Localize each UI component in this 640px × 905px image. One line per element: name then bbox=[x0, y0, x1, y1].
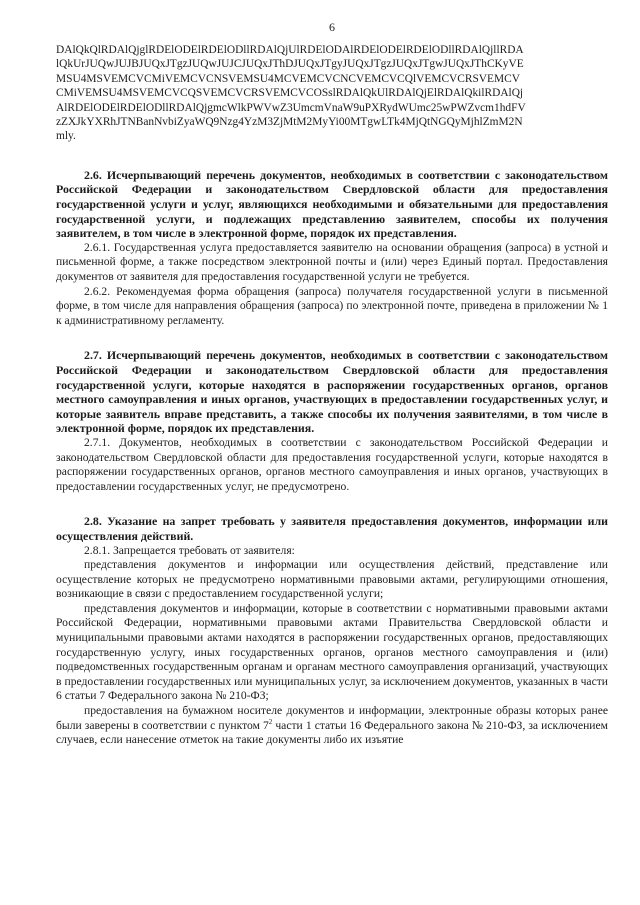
prohibition-item-2: представления документов и информации, которые в соответствии с нормативными правовыми актами Российской Федерации, нормативными правовыми актами Правительства Свердловской области и муниципальными правовыми актами находятся в распоряжении государственных органов, предоставляющих государственную услугу, иных государственных органов, органов местного самоуправления и (или) подведомственных государственным органам и органам местного самоуправления организаций, участвующих в предоставлении государственных или муниципальных услуг, за исключением документов, указанных в части 6 статьи 7 Федерального закона № 210-ФЗ; bbox=[56, 601, 608, 703]
superscript-number: 2 bbox=[268, 717, 273, 726]
prohibition-item-1: представления документов и информации или осуществления действий, представление или осуществление которых не предусмотрено нормативными правовыми актами, регулирующими отношения, возникающие в связи с предоставлением государственной услуги; bbox=[56, 558, 608, 601]
encoded-line: lQkUrJUQwJUJBJUQxJTgzJUQwJUJCJUQxJThDJUQxJTgyJUQxJTgzJUQxJTgwJUQxJThCKyVE bbox=[56, 58, 524, 71]
section-2-8-1-paragraph: 2.8.1. Запрещается требовать от заявителя: bbox=[84, 543, 295, 557]
section-2-7-heading: 2.7. Исчерпывающий перечень документов, необходимых в соответствии с законодательством Российской Федерации и законодательством Свердловской области для предоставления государственной услуги, которые находятся в распоряжении государственных органов, органов местного самоуправления и иных органов, участвующих в предоставлении государственных услуг, и которые заявитель вправе представить, а также способы их получения заявителями, в том числе в электронной форме, порядок их представления. bbox=[56, 348, 608, 436]
section-2-6-1-paragraph: 2.6.1. Государственная услуга предоставляется заявителю на основании обращения (запроса) в устной и письменной форме, а также посредством электронной почты и (или) через Единый портал. Предоставления документов от заявителя для предоставления государственной услуги не требуется. bbox=[56, 240, 608, 283]
encoded-line: DAlQkQlRDAlQjglRDElODElRDElODllRDAlQjUlRDElODAlRDElODElRDElODllRDAlQjllRDA bbox=[56, 44, 524, 56]
encoded-line: CMiVEMSU4MSVEMCVCQSVEMCVCRSVEMCVCOSslRDAlQkUlRDAlQjElRDAlQkilRDAlQj bbox=[56, 87, 524, 100]
prohibition-item-3-text-a: предоставления на бумажном носителе документов и информации, электронные образы которых ранее были заверены в соответствии с пунктом 7 bbox=[56, 704, 608, 732]
encoded-line: mly. bbox=[56, 130, 76, 143]
document-page bbox=[56, 20, 608, 890]
section-2-7-1-paragraph: 2.7.1. Документов, необходимых в соответствии с законодательством Российской Федерации и законодательством Свердловской области для предоставления государственной услуги, которые находятся в распоряжении государственных органов, органов местного самоуправления и иных органов, участвующих в предоставлении государственных услуг, не предусмотрено. bbox=[56, 435, 608, 493]
prohibition-item-3 bbox=[56, 704, 608, 748]
page-number: 6 bbox=[329, 20, 335, 34]
encoded-url-block bbox=[56, 43, 608, 144]
section-2-6-2-paragraph: 2.6.2. Рекомендуемая форма обращения (запроса) получателя государственной услуги в письменной форме, в том числе для направления обращения (запроса) по электронной почте, приведена в приложении № 1 к административному регламенту. bbox=[56, 284, 608, 327]
encoded-line: AlRDElODElRDElODllRDAlQjgmcWlkPWVwZ3UmcmVnaW9uPXRydWUmc25wPWZvcm1hdFV bbox=[56, 101, 526, 114]
encoded-line: MSU4MSVEMCVCMiVEMCVCNSVEMSU4MCVEMCVCNCVEMCVCQlVEMCVCRSVEMCV bbox=[56, 72, 520, 85]
encoded-line: zZXJkYXRhJTNBanNvbiZyaWQ9Nzg4YzM3ZjMtM2MyYi00MTgwLTk4MjQtNGQyMjhlZmM2N bbox=[56, 116, 523, 129]
section-2-8-heading: 2.8. Указание на запрет требовать у заявителя предоставления документов, информации или осуществления действий. bbox=[56, 514, 608, 543]
prohibition-item-3-text-b: части 1 статьи 16 Федерального закона № 210-ФЗ, за исключением случаев, если нанесение отметок на такие документы либо их изъятие bbox=[56, 718, 608, 747]
section-2-6-heading: 2.6. Исчерпывающий перечень документов, необходимых в соответствии с законодательством Российской Федерации и законодательством Свердловской области для предоставления государственной услуги и услуг, являющихся необходимыми и обязательными для предоставления государственной услуги, и подлежащих представлению заявителем, способы их получения заявителем, в том числе в электронной форме, порядок их представления. bbox=[56, 167, 608, 241]
